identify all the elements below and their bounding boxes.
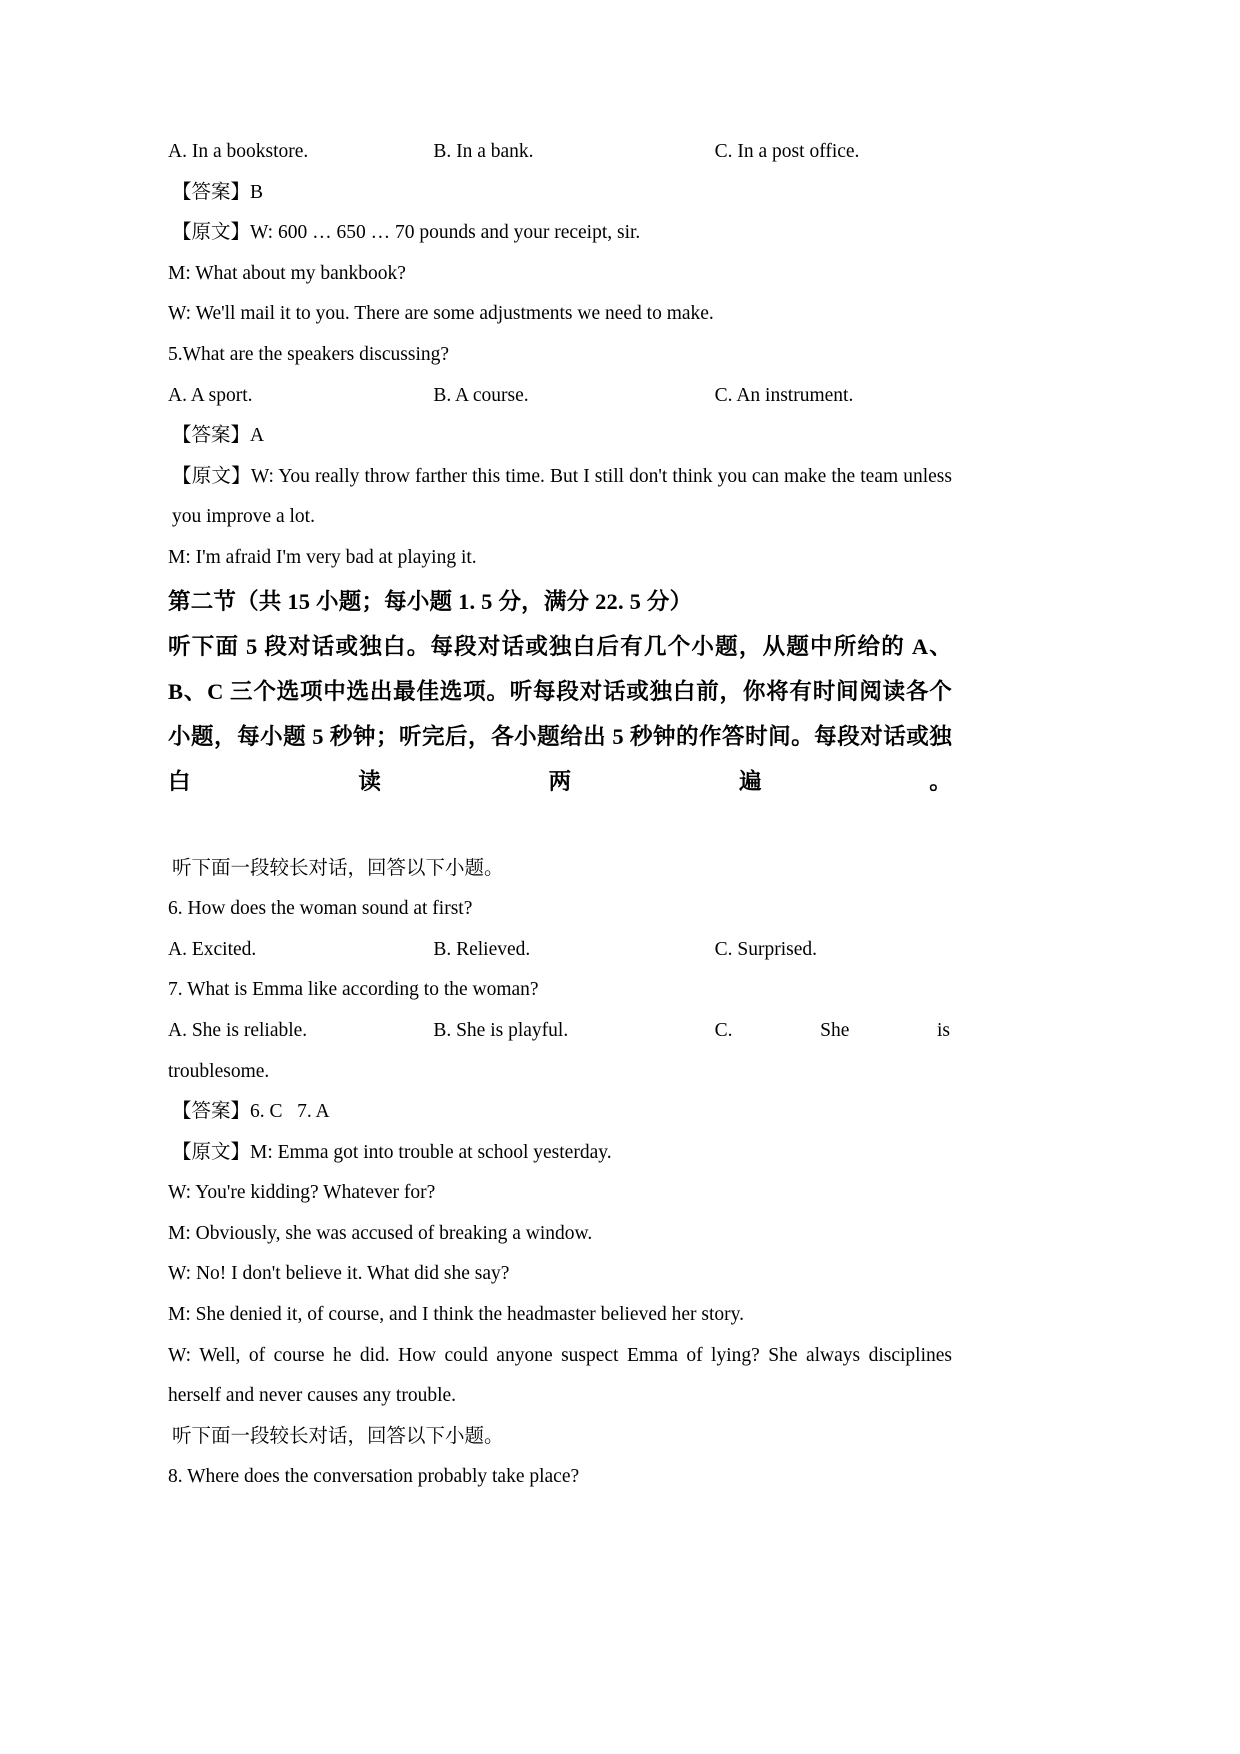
q4-script-line-1: 【原文】W: 600 … 650 … 70 pounds and your receipt, sir. (172, 222, 641, 244)
q6-q7-script-line-5: M: She denied it, of course, and I think the headmaster believed her story. (168, 1304, 744, 1326)
q4-options-row (168, 132, 952, 173)
q6-q7-answer-line: 【答案】6. C 7. A (172, 1101, 330, 1123)
q5-option-c: C. An instrument. (714, 384, 854, 406)
q6-option-b: B. Relieved. (433, 938, 531, 960)
q4-answer-line: 【答案】B (172, 181, 264, 203)
q6-q7-script-line-2: W: You're kidding? Whatever for? (168, 1182, 436, 1204)
q7-option-c (691, 1011, 952, 1052)
q5-stem: 5.What are the speakers discussing? (168, 343, 450, 365)
q8-stem: 8. Where does the conversation probably take place? (168, 1466, 580, 1488)
q7-option-b: B. She is playful. (433, 1019, 569, 1041)
q6-q7-script-line-1: 【原文】M: Emma got into trouble at school yesterday. (172, 1141, 612, 1163)
q7-option-c-label: C. (714, 1019, 733, 1041)
passage-1-lead-in: 听下面一段较长对话，回答以下小题。 (172, 857, 504, 879)
passage-2-lead-in: 听下面一段较长对话，回答以下小题。 (172, 1425, 504, 1447)
q4-option-b: B. In a bank. (433, 141, 534, 162)
q7-option-c-word-2: is (936, 1019, 950, 1041)
q5-option-a: A. A sport. (168, 384, 253, 406)
q6-q7-script-line-6: W: Well, of course he did. How could anyone suspect Emma of lying? She always disciplines herself and never causes any trouble. (168, 1344, 957, 1407)
q4-script-line-3: W: We'll mail it to you. There are some adjustments we need to make. (168, 303, 714, 325)
section-2-instruction: 听下面 5 段对话或独白。每段对话或独白后有几个小题，从题中所给的 A、B、C 三个选项中选出最佳选项。听每段对话或独白前，你将有时间阅读各个小题，每小题 5 秒钟；听完后，各小题给出 5 秒钟的作答时间。每段对话或独白读两遍。 (168, 633, 952, 794)
q7-stem: 7. What is Emma like according to the woman? (168, 979, 539, 1001)
q6-q7-script-line-4: W: No! I don't believe it. What did she say? (168, 1263, 510, 1285)
q6-options-row (168, 930, 952, 971)
page-content (168, 132, 957, 1498)
q4-option-c: C. In a post office. (714, 141, 860, 162)
q7-option-c-wrapped-word: troublesome. (168, 1060, 270, 1082)
q6-stem: 6. How does the woman sound at first? (168, 898, 473, 920)
q5-options-row (168, 376, 952, 417)
section-2-heading: 第二节（共 15 小题；每小题 1. 5 分，满分 22. 5 分） (168, 588, 693, 614)
q6-option-a: A. Excited. (168, 938, 257, 960)
q5-option-b: B. A course. (433, 384, 529, 406)
q6-q7-script-line-3: M: Obviously, she was accused of breaking a window. (168, 1222, 593, 1244)
q7-options-row (168, 1011, 952, 1052)
q7-option-c-word-1: She (820, 1019, 850, 1041)
q7-option-a: A. She is reliable. (168, 1019, 308, 1041)
q6-option-c: C. Surprised. (714, 938, 818, 960)
q4-option-a: A. In a bookstore. (168, 141, 309, 162)
q5-script-line-2: M: I'm afraid I'm very bad at playing it. (168, 546, 477, 568)
q5-script-line-1: 【原文】W: You really throw farther this time. But I still don't think you can make the team unless you improve a lot. (172, 465, 957, 528)
q5-answer-line: 【答案】A (172, 425, 265, 447)
q4-script-line-2: M: What about my bankbook? (168, 262, 406, 284)
